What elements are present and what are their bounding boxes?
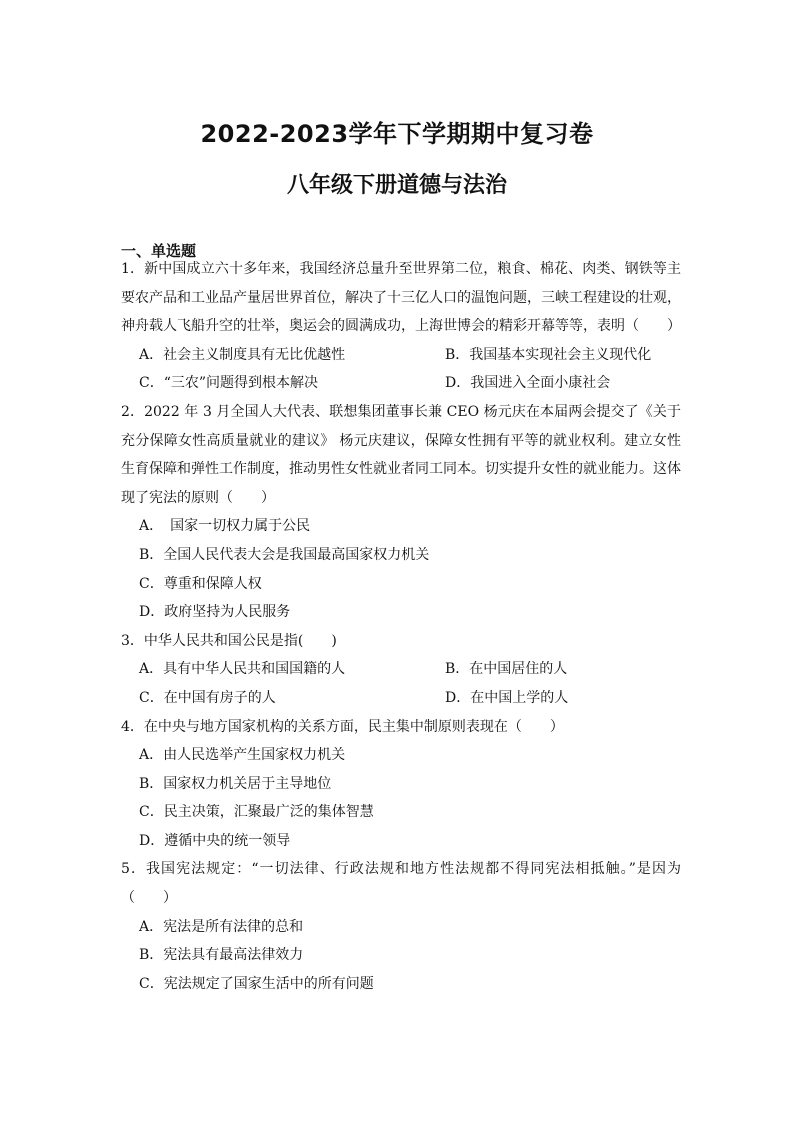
option-b: B．全国人民代表大会是我国最高国家权力机关 [139, 546, 430, 563]
option-c: C．在中国有房子的人 [139, 689, 276, 706]
answer-options [121, 512, 681, 626]
option-c: C．“三农”问题得到根本解决 [139, 375, 319, 392]
option-b: B．宪法具有最高法律效力 [139, 947, 304, 964]
answer-options [121, 913, 681, 999]
question-stem: 4．在中央与地方国家机构的关系方面，民主集中制原则表现在（ ） [121, 718, 564, 735]
question-stem: 3．中华人民共和国公民是指( ) [121, 632, 337, 649]
option-a: A．宪法是所有法律的总和 [139, 918, 304, 935]
option-c: C．尊重和保障人权 [139, 575, 262, 592]
option-a: A． 国家一切权力属于公民 [139, 518, 311, 535]
option-a: A．具有中华人民共和国国籍的人 [139, 661, 346, 678]
option-b: B．在中国居住的人 [445, 661, 568, 678]
option-b: B．我国基本实现社会主义现代化 [445, 346, 652, 363]
option-b: B．国家权力机关居于主导地位 [139, 775, 332, 792]
question-1 [121, 255, 681, 398]
answer-options [121, 341, 681, 398]
question-stem: 5．我国宪法规定：“一切法律、行政法规和地方性法规都不得同宪法相抵触。”是因为（ ） [121, 861, 681, 907]
option-a: A．由人民选举产生国家权力机关 [139, 747, 346, 764]
exam-subtitle: 八年级下册道德与法治 [286, 173, 507, 198]
question-5 [121, 855, 681, 998]
option-d: D．在中国上学的人 [445, 689, 569, 706]
answer-options [121, 655, 681, 712]
option-d: D．政府坚持为人民服务 [139, 604, 291, 621]
answer-options [121, 741, 681, 855]
question-stem: 2．2022 年 3 月全国人大代表、联想集团董事长兼 CEO 杨元庆在本届两会提交了《关于充分保障女性高质量就业的建议》 杨元庆建议，保障女性拥有平等的就业权利。建立女性生育保障和弹性工作制度，推动男性女性就业者同工同本。切实提升女性的就业能力。这体现了宪法的原则（ ） [121, 403, 681, 506]
section-heading: 一、单选题 [121, 242, 197, 260]
option-d: D．我国进入全面小康社会 [445, 375, 611, 392]
question-stem: 1．新中国成立六十多年来，我国经济总量升至世界第二位，粮食、棉花、肉类、钢铁等主要农产品和工业品产量居世界首位，解决了十三亿人口的温饱问题，三峡工程建设的壮观，神舟载人飞船升空的壮举，奥运会的圆满成功，上海世博会的精彩开幕等等，表明（ ） [121, 261, 681, 335]
question-4 [121, 713, 681, 856]
question-3 [121, 627, 681, 713]
option-d: D．遵循中央的统一领导 [139, 832, 291, 849]
option-a: A．社会主义制度具有无比优越性 [139, 346, 346, 363]
option-c: C．宪法规定了国家生活中的所有问题 [139, 975, 374, 992]
option-c: C．民主决策，汇聚最广泛的集体智慧 [139, 804, 374, 821]
exam-title: 2022-2023学年下学期期中复习卷 [200, 120, 594, 148]
question-2 [121, 398, 681, 627]
question-list [121, 255, 681, 998]
